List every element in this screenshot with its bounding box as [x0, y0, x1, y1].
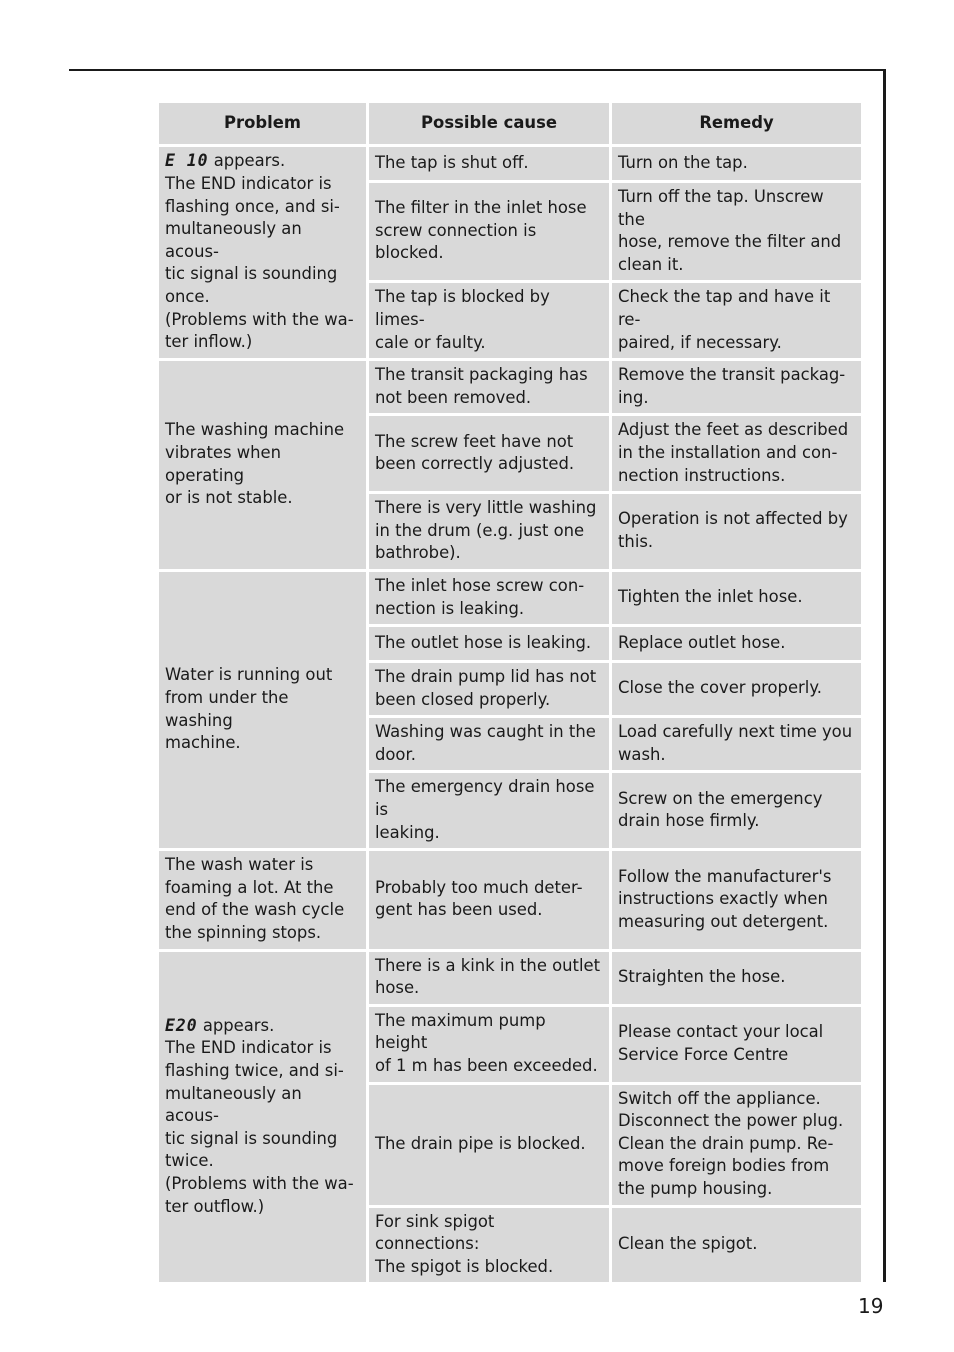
problem-text: Water is running out from under the washing machine.	[165, 665, 333, 753]
remedy-cell: Remove the transit packag- ing.	[612, 361, 861, 413]
table-row	[159, 147, 861, 180]
remedy-cell: Clean the spigot.	[612, 1208, 861, 1283]
remedy-cell: Operation is not affected by this.	[612, 494, 861, 569]
cause-cell: The emergency drain hose is leaking.	[369, 773, 609, 848]
page-number: 19	[858, 1294, 884, 1318]
problem-text: appears. The END indicator is flashing twice, and si- multaneously an acous- tic signal is sounding twice. (Problems with the wa- ter outflow.)	[165, 1015, 354, 1216]
top-rule	[69, 69, 886, 71]
remedy-cell: Turn on the tap.	[612, 147, 861, 180]
cause-cell: The inlet hose screw con- nection is leaking.	[369, 572, 609, 624]
error-code-display: E20	[165, 1015, 198, 1035]
problem-cell	[159, 361, 366, 569]
remedy-cell: Turn off the tap. Unscrew the hose, remove the filter and clean it.	[612, 183, 861, 280]
remedy-cell: Switch off the appliance. Disconnect the power plug. Clean the drain pump. Re- move foreign bodies from the pump housing.	[612, 1085, 861, 1205]
remedy-cell: Replace outlet hose.	[612, 627, 861, 660]
problem-cell	[159, 851, 366, 948]
cause-cell: The tap is shut off.	[369, 147, 609, 180]
remedy-cell: Please contact your local Service Force Centre	[612, 1007, 861, 1082]
remedy-cell: Close the cover properly.	[612, 663, 861, 715]
table-row	[159, 361, 861, 413]
table-body	[159, 147, 861, 1282]
problem-cell	[159, 952, 366, 1283]
table-header-row	[159, 103, 861, 144]
right-rule	[883, 69, 886, 1282]
cause-cell: The transit packaging has not been removed.	[369, 361, 609, 413]
cause-cell: Washing was caught in the door.	[369, 718, 609, 770]
problem-cell	[159, 147, 366, 358]
remedy-cell: Load carefully next time you wash.	[612, 718, 861, 770]
cause-cell: There is a kink in the outlet hose.	[369, 952, 609, 1004]
table-row	[159, 851, 861, 948]
problem-text: The washing machine vibrates when operating or is not stable.	[165, 420, 345, 508]
remedy-cell: Straighten the hose.	[612, 952, 861, 1004]
remedy-cell: Follow the manufacturer's instructions exactly when measuring out detergent.	[612, 851, 861, 948]
cause-cell: The screw feet have not been correctly adjusted.	[369, 416, 609, 491]
problem-text: The wash water is foaming a lot. At the end of the wash cycle the spinning stops.	[165, 855, 345, 943]
header-problem: Problem	[159, 103, 366, 144]
table-row	[159, 572, 861, 624]
troubleshooting-table	[156, 100, 864, 1285]
cause-cell: The maximum pump height of 1 m has been exceeded.	[369, 1007, 609, 1082]
cause-cell: The filter in the inlet hose screw connection is blocked.	[369, 183, 609, 280]
problem-text: appears. The END indicator is flashing once, and si- multaneously an acous- tic signal is sounding once. (Problems with the wa- ter inflow.)	[165, 151, 354, 352]
remedy-cell: Screw on the emergency drain hose firmly.	[612, 773, 861, 848]
cause-cell: For sink spigot connections: The spigot is blocked.	[369, 1208, 609, 1283]
remedy-cell: Adjust the feet as described in the installation and con- nection instructions.	[612, 416, 861, 491]
header-possible-cause: Possible cause	[369, 103, 609, 144]
cause-cell: The tap is blocked by limes- cale or faulty.	[369, 283, 609, 358]
error-code-display: E 10	[165, 151, 209, 171]
cause-cell: The drain pump lid has not been closed properly.	[369, 663, 609, 715]
remedy-cell: Check the tap and have it re- paired, if necessary.	[612, 283, 861, 358]
cause-cell: The outlet hose is leaking.	[369, 627, 609, 660]
problem-cell	[159, 572, 366, 848]
cause-cell: There is very little washing in the drum (e.g. just one bathrobe).	[369, 494, 609, 569]
header-remedy: Remedy	[612, 103, 861, 144]
cause-cell: Probably too much deter- gent has been used.	[369, 851, 609, 948]
remedy-cell: Tighten the inlet hose.	[612, 572, 861, 624]
table-row	[159, 952, 861, 1004]
cause-cell: The drain pipe is blocked.	[369, 1085, 609, 1205]
